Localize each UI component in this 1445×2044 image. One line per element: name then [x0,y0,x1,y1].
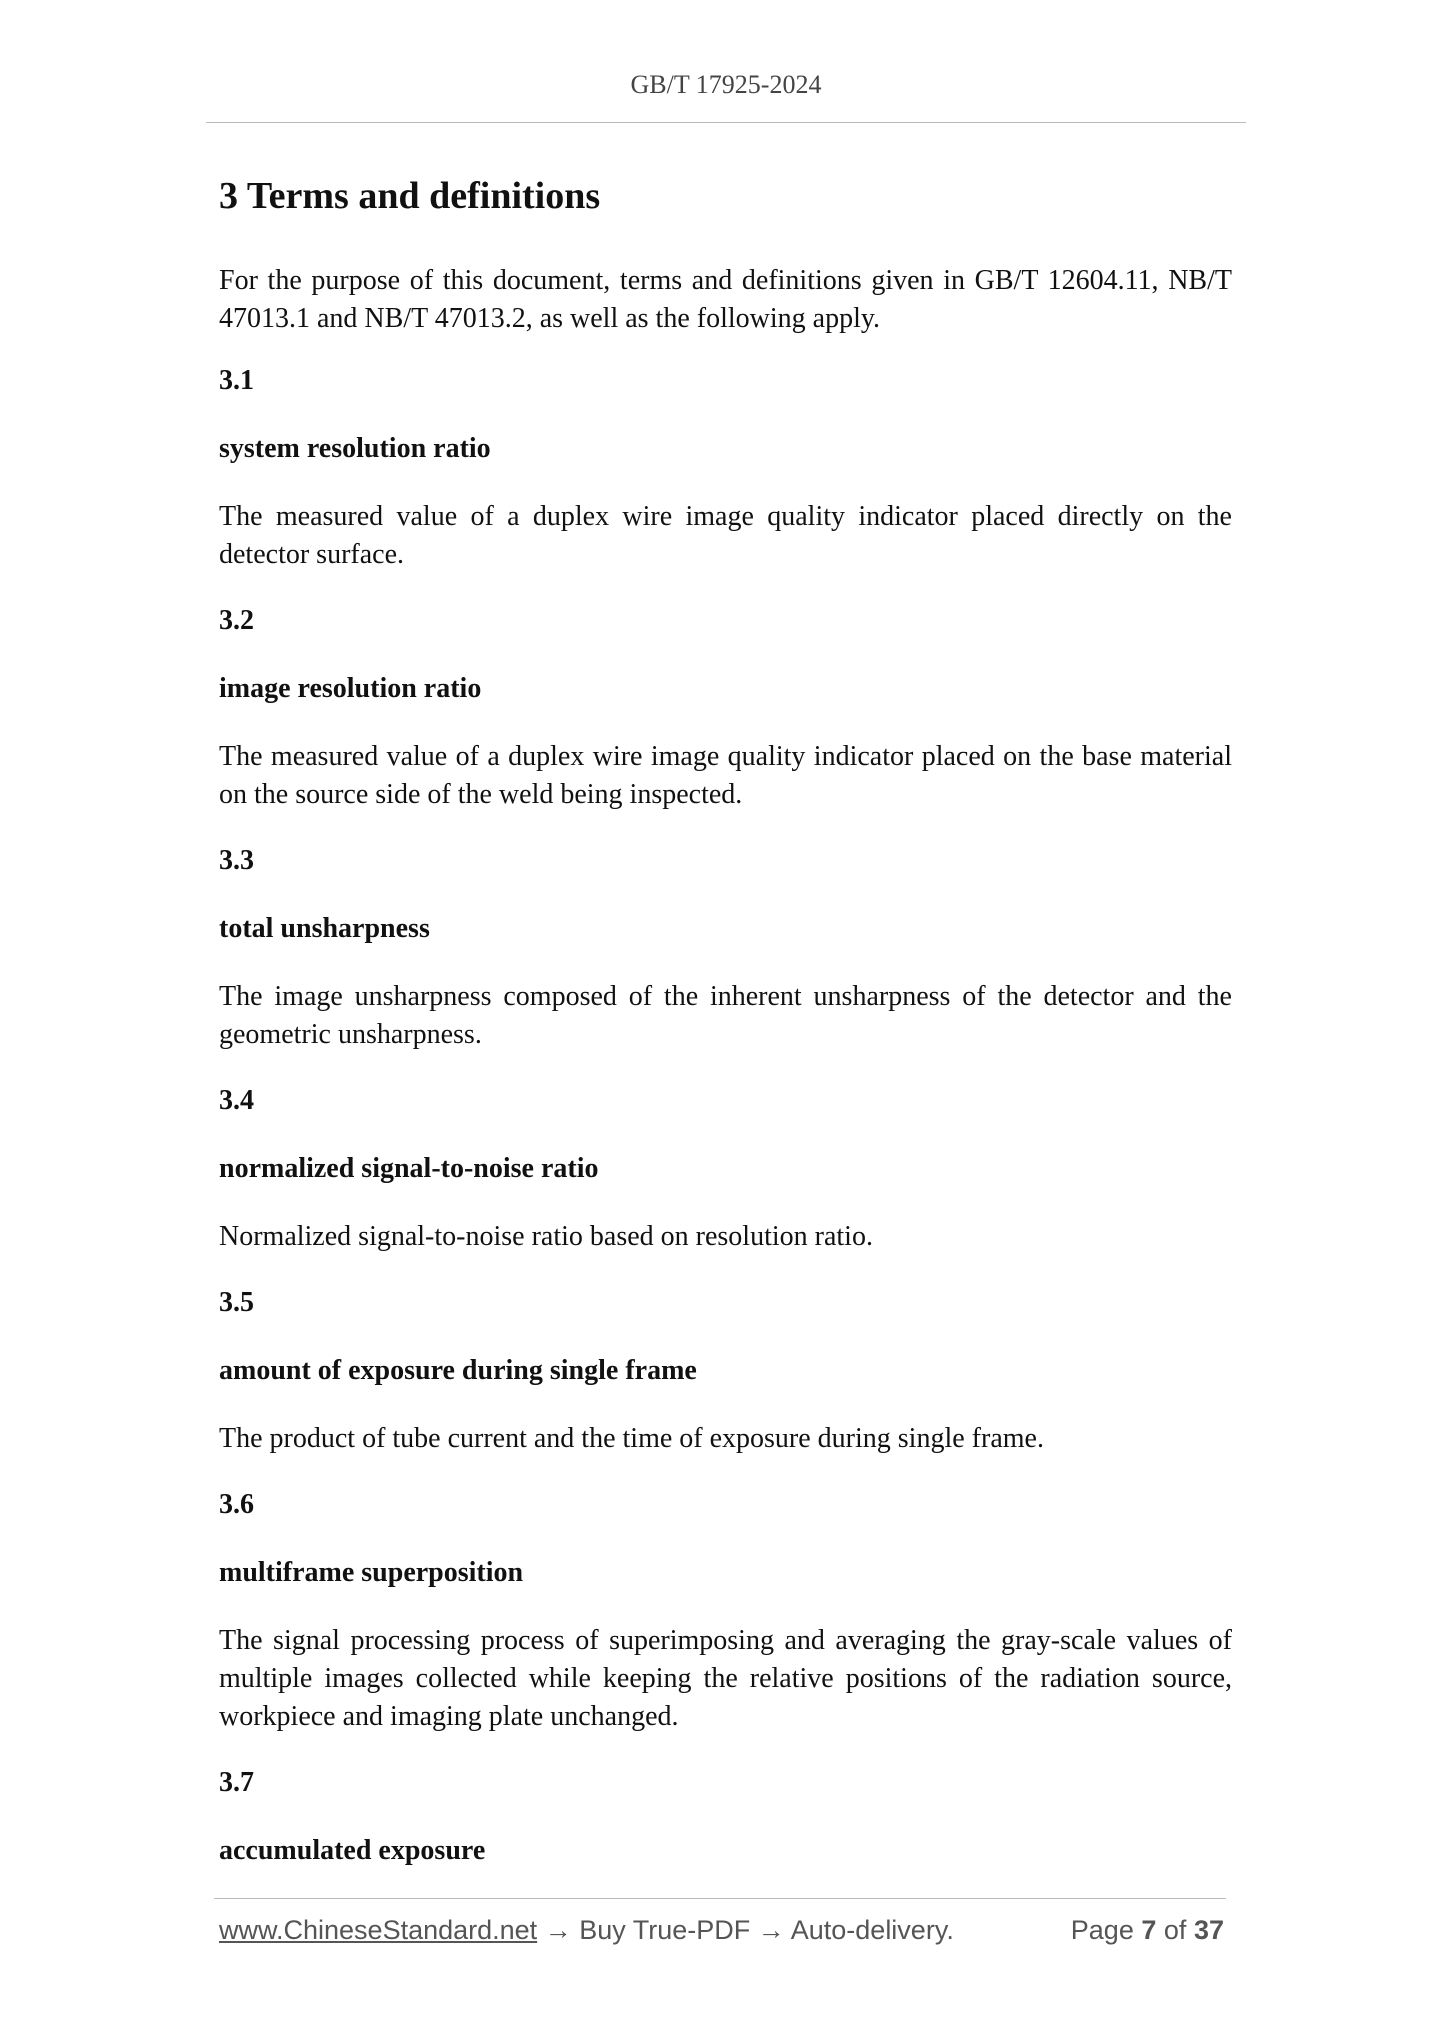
term-number: 3.5 [219,1287,254,1318]
term-number: 3.6 [219,1489,254,1520]
term-definition: The signal processing process of superimposing and averaging the gray-scale values of multiple images collected while keeping the relative positions of the radiation source, workpiece and imaging plate unchanged. [219,1625,1232,1732]
term-number: 3.7 [219,1767,254,1798]
term-name: amount of exposure during single frame [219,1355,697,1386]
term-3-1 [219,362,1232,574]
term-number: 3.1 [219,365,254,396]
header-divider [206,122,1246,123]
term-name: accumulated exposure [219,1835,486,1866]
term-name: multiframe superposition [219,1557,524,1588]
term-3-5 [219,1284,1232,1458]
term-definition: Normalized signal-to-noise ratio based on resolution ratio. [219,1221,873,1252]
page-of: of [1163,1915,1187,1945]
section-intro: For the purpose of this document, terms and definitions given in GB/T 12604.11, NB/T 47013.1 and NB/T 47013.2, as well as the following apply. [219,265,1232,334]
term-3-4 [219,1082,1232,1256]
term-3-3 [219,842,1232,1054]
term-3-2 [219,602,1232,814]
term-definition: The measured value of a duplex wire image quality indicator placed directly on the detector surface. [219,501,1232,570]
page-footer [219,1915,1224,1946]
term-number: 3.4 [219,1085,254,1116]
section-title: 3 Terms and definitions [219,175,601,217]
term-definition: The image unsharpness composed of the inherent unsharpness of the detector and the geometric unsharpness. [219,981,1232,1050]
page-header: GB/T 17925-2024 [630,70,822,99]
term-definition: The product of tube current and the time of exposure during single frame. [219,1423,1044,1454]
term-3-7 [219,1764,1232,1870]
term-name: image resolution ratio [219,673,482,704]
term-3-6 [219,1486,1232,1736]
term-number: 3.3 [219,845,254,876]
term-name: total unsharpness [219,913,430,944]
page-indicator [1071,1915,1224,1946]
term-name: normalized signal-to-noise ratio [219,1153,599,1184]
term-number: 3.2 [219,605,254,636]
term-name: system resolution ratio [219,433,491,464]
footer-divider [214,1898,1226,1899]
website-link[interactable]: www.ChineseStandard.net [219,1915,538,1945]
footer-promo [219,1915,954,1946]
footer-tagline: → Buy True-PDF → Auto-delivery. [537,1915,954,1945]
document-body [219,168,1232,1900]
term-definition: The measured value of a duplex wire image quality indicator placed on the base material on the source side of the weld being inspected. [219,741,1232,810]
page-total: 37 [1193,1915,1224,1945]
page-label: Page [1070,1915,1134,1945]
page-current: 7 [1141,1915,1157,1945]
